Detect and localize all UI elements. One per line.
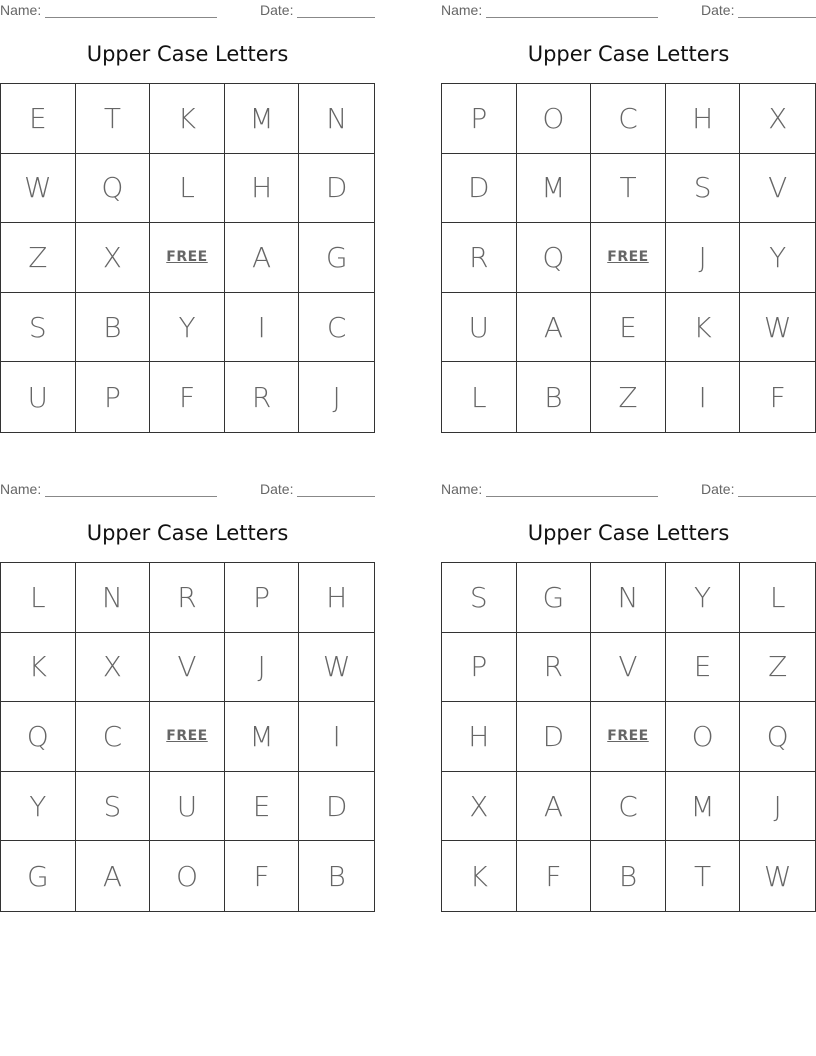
letter-cell[interactable]: U [150,772,225,842]
letter-cell[interactable]: F [150,362,225,432]
letter-cell[interactable]: A [517,772,592,842]
name-blank-line[interactable] [45,496,217,497]
letter-cell[interactable]: J [225,633,300,703]
card-title: Upper Case Letters [86,42,289,66]
letter-cell[interactable]: Z [1,223,76,293]
letter-cell[interactable]: K [150,84,225,154]
letter-cell[interactable]: P [442,84,517,154]
letter-cell[interactable]: D [442,154,517,224]
name-label: Name: [441,481,483,497]
letter-cell[interactable]: I [666,362,741,432]
letter-cell[interactable]: U [442,293,517,363]
letter-cell[interactable]: M [225,84,300,154]
letter-cell[interactable]: A [517,293,592,363]
letter-cell[interactable]: X [740,84,815,154]
letter-cell[interactable]: L [150,154,225,224]
letter-cell[interactable]: G [299,223,374,293]
free-space-cell[interactable]: FREE [150,223,225,293]
letter-cell[interactable]: B [327,859,346,893]
letter-cell[interactable]: N [591,563,666,633]
letter-cell[interactable]: O [150,841,225,911]
date-label: Date: [260,481,294,497]
letter-cell[interactable]: R [442,223,517,293]
letter-cell[interactable]: G [517,563,592,633]
letter-cell[interactable]: W [299,633,374,703]
bingo-card-2 [441,0,816,435]
letter-cell[interactable]: S [442,563,517,633]
letter-cell[interactable]: R [517,633,592,703]
letter-cell[interactable]: X [442,772,517,842]
letter-cell[interactable]: B [517,362,592,432]
letter-cell[interactable]: K [1,633,76,703]
letter-cell[interactable]: A [76,841,151,911]
letter-cell[interactable]: E [225,772,300,842]
free-space-cell[interactable]: FREE [591,702,666,772]
letter-cell[interactable]: G [1,841,76,911]
letter-cell[interactable]: U [1,362,76,432]
letter-cell[interactable]: Q [740,702,815,772]
letter-cell[interactable]: B [591,841,666,911]
letter-cell[interactable]: N [299,84,374,154]
name-date-row [0,2,375,20]
letter-cell[interactable]: W [740,293,815,363]
letter-cell[interactable]: X [76,223,151,293]
letter-cell[interactable]: N [76,563,151,633]
date-blank-line[interactable] [297,496,375,497]
letter-cell[interactable]: C [591,772,666,842]
date-blank-line[interactable] [738,496,816,497]
letter-cell[interactable]: Z [591,362,666,432]
letter-cell[interactable]: L [740,563,815,633]
letter-cell[interactable]: Q [1,702,76,772]
name-blank-line[interactable] [45,17,217,18]
name-date-row [0,481,375,499]
bingo-card-3 [0,479,375,914]
letter-cell[interactable]: P [442,633,517,703]
letter-cell[interactable]: O [666,702,741,772]
free-space-cell[interactable]: FREE [591,223,666,293]
letter-cell[interactable]: V [740,154,815,224]
bingo-card-4 [441,479,816,914]
bingo-grid [441,83,816,433]
letter-cell[interactable]: D [299,772,374,842]
letter-cell[interactable]: J [666,223,741,293]
letter-cell[interactable]: S [666,154,741,224]
letter-cell[interactable]: F [225,841,300,911]
letter-cell[interactable]: A [225,223,300,293]
letter-cell[interactable]: Y [150,293,225,363]
letter-cell[interactable]: S [76,772,151,842]
date-blank-line[interactable] [297,17,375,18]
letter-cell[interactable]: J [332,380,341,414]
letter-cell[interactable]: T [591,154,666,224]
letter-cell[interactable]: P [76,362,151,432]
letter-cell[interactable]: T [76,84,151,154]
letter-cell[interactable]: Y [740,223,815,293]
letter-cell[interactable]: V [591,633,666,703]
letter-cell[interactable]: S [1,293,76,363]
letter-cell[interactable]: H [225,154,300,224]
name-date-row [441,2,816,20]
letter-cell[interactable]: H [442,702,517,772]
letter-cell[interactable]: K [666,293,741,363]
letter-cell[interactable]: E [591,293,666,363]
letter-cell[interactable]: E [666,633,741,703]
bingo-grid [0,562,375,912]
letter-cell[interactable]: R [150,563,225,633]
letter-cell[interactable]: X [76,633,151,703]
letter-cell[interactable]: C [299,293,374,363]
letter-cell[interactable]: Z [740,633,815,703]
card-title: Upper Case Letters [527,521,730,545]
name-blank-line[interactable] [486,496,658,497]
letter-cell[interactable]: L [442,362,517,432]
letter-cell[interactable]: W [763,859,792,893]
date-blank-line[interactable] [738,17,816,18]
letter-cell[interactable]: B [76,293,151,363]
letter-cell[interactable]: I [299,702,374,772]
bingo-card-1 [0,0,375,435]
letter-cell[interactable]: O [517,84,592,154]
letter-cell[interactable]: F [517,841,592,911]
letter-cell[interactable]: R [225,362,300,432]
letter-cell[interactable]: H [666,84,741,154]
name-label: Name: [441,2,483,18]
letter-cell[interactable]: F [769,380,786,414]
letter-cell[interactable]: V [150,633,225,703]
date-label: Date: [701,481,735,497]
letter-cell[interactable]: E [1,84,76,154]
name-label: Name: [0,2,42,18]
letter-cell[interactable]: M [666,772,741,842]
letter-cell[interactable]: D [517,702,592,772]
letter-cell[interactable]: W [1,154,76,224]
bingo-grid [0,83,375,433]
date-label: Date: [260,2,294,18]
letter-cell[interactable]: J [740,772,815,842]
letter-cell[interactable]: Q [76,154,151,224]
letter-cell[interactable]: K [442,841,517,911]
letter-cell[interactable]: I [225,293,300,363]
bingo-grid [441,562,816,912]
letter-cell[interactable]: D [299,154,374,224]
letter-cell[interactable]: L [1,563,76,633]
letter-cell[interactable]: Q [517,223,592,293]
card-title: Upper Case Letters [86,521,289,545]
letter-cell[interactable]: H [299,563,374,633]
name-blank-line[interactable] [486,17,658,18]
letter-cell[interactable]: M [517,154,592,224]
card-title: Upper Case Letters [527,42,730,66]
letter-cell[interactable]: T [666,841,741,911]
letter-cell[interactable]: C [76,702,151,772]
name-label: Name: [0,481,42,497]
letter-cell[interactable]: P [225,563,300,633]
letter-cell[interactable]: M [225,702,300,772]
name-date-row [441,481,816,499]
letter-cell[interactable]: Y [666,563,741,633]
free-space-cell[interactable]: FREE [150,702,225,772]
date-label: Date: [701,2,735,18]
letter-cell[interactable]: C [591,84,666,154]
letter-cell[interactable]: Y [1,772,76,842]
